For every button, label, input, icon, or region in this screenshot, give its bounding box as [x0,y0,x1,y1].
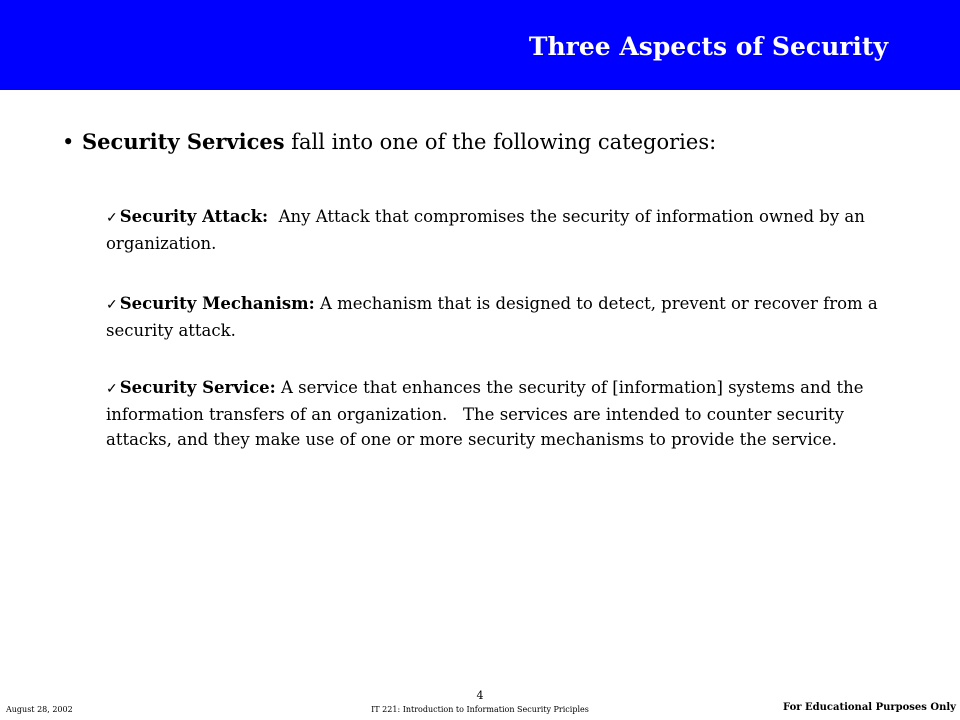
sub-item-security-attack [106,204,906,256]
footer-date: August 28, 2002 [6,705,73,714]
footer-course: IT 221: Introduction to Information Security Priciples [371,705,589,714]
footer-notice: For Educational Purposes Only [783,702,956,713]
main-bullet-text: fall into one of the following categories: [284,130,717,154]
main-bullet [62,129,716,154]
checkmark-icon: ✓ [106,297,118,313]
sub-item-security-service [106,375,906,452]
slide-title: Three Aspects of Security [528,32,888,61]
page-number: 4 [476,689,484,702]
sub-item-text: A mechanism that is designed to detect, prevent or recover from a security attack. [106,294,884,340]
sub-item-text: A service that enhances the security of [information] systems and the information transfers of an organization. The services are intended to counter security attacks, and they make use of one or more security mechanisms to provide the service. [106,378,869,449]
sub-item-text: Any Attack that compromises the security of information owned by an organization. [106,207,871,253]
title-bar [0,0,960,90]
main-bullet-bold: Security Services [82,129,285,154]
checkmark-icon: ✓ [106,210,118,226]
bullet-icon: • [62,130,75,154]
sub-item-security-mechanism [106,291,906,343]
sub-item-label: Security Service: [119,378,276,397]
checkmark-icon: ✓ [106,381,118,397]
sub-item-label: Security Mechanism: [119,294,315,313]
sub-item-label: Security Attack: [119,207,269,226]
